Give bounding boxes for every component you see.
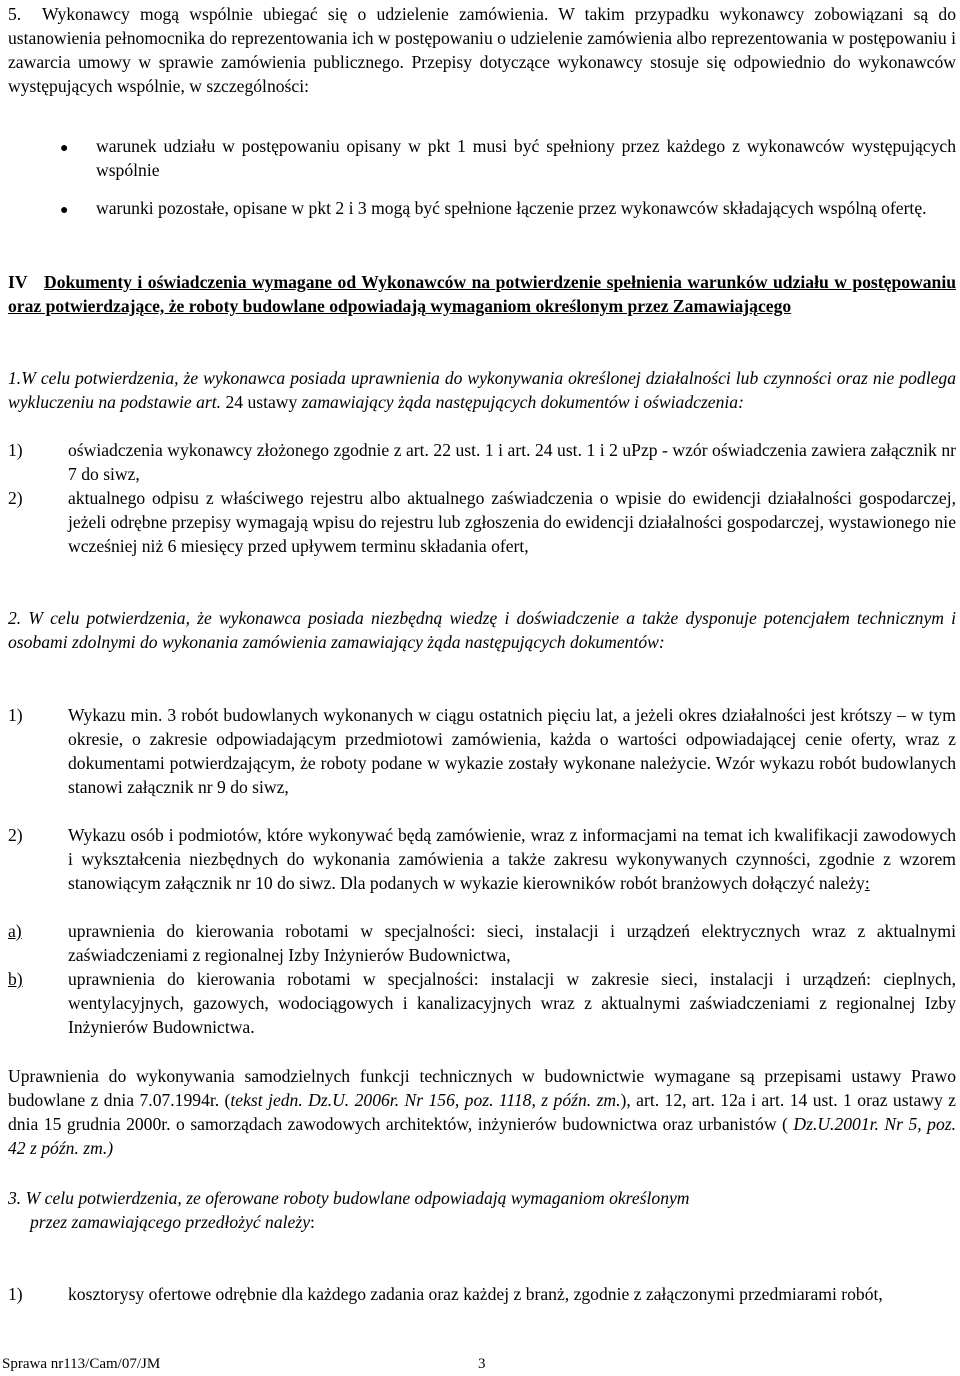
list-item: Wykazu min. 3 robót budowlanych wykonanych w ciągu ostatnich pięciu lat, a jeżeli okres działalności jest krótszy – w tym okresie, o zakresie odpowiadającym przedmiotowi zamówienia, każda o wartości odpowiadającej cenie oferty, wraz z dokumentami potwierdzającym, że roboty podane w wykazie zostały wykonane należycie. Wzór wykazu robót budowlanych stanowi załącznik nr 9 do siwz,: [68, 705, 956, 797]
section-3-line-2: [30, 1210, 315, 1234]
list-item-number: 1): [8, 705, 23, 725]
list-item: kosztorysy ofertowe odrębnie dla każdego zadania oraz każdej z branż, zgodnie z załączonymi przedmiarami robót,: [68, 1284, 883, 1304]
section-2-intro: 2. W celu potwierdzenia, że wykonawca posiada niezbędną wiedzę i doświadczenie a także dysponuje potencjałem technicznym i osobami zdolnymi do wykonania zamówienia zamawiający żąda następujących dokumentów:: [8, 608, 956, 652]
section-3-line-2-text: przez zamawiającego przedłożyć należy: [30, 1212, 310, 1232]
section-1-intro-plain: 24 ustawy: [221, 392, 302, 412]
list-item-number: 2): [8, 488, 23, 508]
section-1-intro: [8, 366, 956, 414]
paragraph-5-text: Wykonawcy mogą wspólnie ubiegać się o udzielenie zamówienia. W takim przypadku wykonawcy zobowiązani są do ustanowienia pełnomocnika do reprezentowania ich w postępowaniu o udzielenie zamówienia albo reprezentowania w postępowaniu i zawarcia umowy w sprawie zamówienia publicznego. Przepisy dotyczące wykonawcy stosuje się odpowiednio do wykonawców występujących wspólnie, w szczególności:: [8, 4, 956, 96]
list-item-text: Wykazu osób i podmiotów, które wykonywać będą zamówienie, wraz z informacjami na temat ich kwalifikacji zawodowych i wykształcenia niezbędnych do wykonania zamówienia a także zakresu wykonywanych czynności, zgodnie z wzorem stanowiącym załącznik nr 10 do siwz. Dla podanych w wykazie kierowników robót branżowych dołączyć należy: [68, 825, 956, 893]
bullet-item: warunki pozostałe, opisane w pkt 2 i 3 mogą być spełnione łączenie przez wykonawców składających wspólną ofertę.: [96, 198, 927, 218]
list-item: [68, 823, 956, 895]
paragraph-5-number: 5.: [8, 4, 22, 24]
list-item: aktualnego odpisu z właściwego rejestru albo aktualnego zaświadczenia o wpisie do ewidencji działalności gospodarczej, jeżeli odrębne przepisy wymagają wpisu do rejestru lub zgłoszenia do ewidencji działalności gospodarczej, wystawionego nie wcześniej niż 6 miesięcy przed upływem terminu składania ofert,: [68, 488, 956, 556]
section-iv-number: IV: [8, 272, 28, 292]
bullet-dot-icon: ●: [60, 141, 69, 156]
footer-reference: Sprawa nr113/Cam/07/JM: [2, 1356, 161, 1372]
uprawnienia-citation-2: Dz.U.2001r. Nr 5, poz. 42 z późn. zm.): [8, 1114, 956, 1158]
list-item-number: 1): [8, 1284, 23, 1304]
bullet-dot-icon: ●: [60, 203, 69, 218]
uprawnienia-text-1: Uprawnienia do wykonywania samodzielnych funkcji technicznych w budownictwie wymagane są przepisami ustawy Prawo budowlane z dnia 7.07.1994r. (: [8, 1066, 956, 1110]
sub-item-letter: a): [8, 921, 22, 941]
uprawnienia-paragraph: [8, 1064, 956, 1160]
page-number: 3: [478, 1356, 486, 1372]
list-item: oświadczenia wykonawcy złożonego zgodnie z art. 22 ust. 1 i art. 24 ust. 1 i 2 uPzp - wzór oświadczenia zawiera załącznik nr 7 do siwz,: [68, 440, 956, 484]
section-1-intro-italic: 1.W celu potwierdzenia, że wykonawca posiada uprawnienia do wykonywania określonej działalności lub czynności oraz nie podlega wykluczeniu na podstawie art.: [8, 368, 956, 412]
section-3-line-1: 3. W celu potwierdzenia, ze oferowane roboty budowlane odpowiadają wymaganiom określonym: [8, 1188, 690, 1208]
uprawnienia-citation-1: tekst jedn. Dz.U. 2006r. Nr 156, poz. 1118, z późn. zm.: [230, 1090, 621, 1110]
section-3-line-2-colon: :: [310, 1212, 315, 1232]
uprawnienia-text-2: ), art. 12, art. 12a i art. 14 ust. 1 oraz ustawy z dnia 15 grudnia 2000r. o samorządach zawodowych architektów, inżynierów budownictwa oraz urbanistów (: [8, 1090, 956, 1134]
sub-item: uprawnienia do kierowania robotami w specjalności: sieci, instalacji i urządzeń elektrycznych wraz z aktualnymi zaświadczeniami z regionalnej Izby Inżynierów Budownictwa,: [68, 921, 956, 965]
sub-item: uprawnienia do kierowania robotami w specjalności: instalacji w zakresie sieci, instalacji i urządzeń: cieplnych, wentylacyjnych, gazowych, wodociągowych i kanalizacyjnych wraz z aktualnymi zaświadczeniami z regionalnej Izby Inżynierów Budownictwa.: [68, 969, 956, 1037]
sub-item-letter: b): [8, 969, 23, 989]
section-iv-heading: Dokumenty i oświadczenia wymagane od Wykonawców na potwierdzenie spełnienia warunków udziału w postępowaniu oraz potwierdzające, że roboty budowlane odpowiadają wymaganiom określonym przez Zamawiającego: [8, 272, 956, 316]
list-item-number: 1): [8, 440, 23, 460]
bullet-item: warunek udziału w postępowaniu opisany w pkt 1 musi być spełniony przez każdego z wykonawców występujących wspólnie: [96, 136, 956, 180]
section-1-intro-italic-2: zamawiający żąda następujących dokumentów i oświadczenia:: [301, 392, 744, 412]
list-item-number: 2): [8, 825, 23, 845]
list-item-colon: :: [864, 873, 870, 893]
